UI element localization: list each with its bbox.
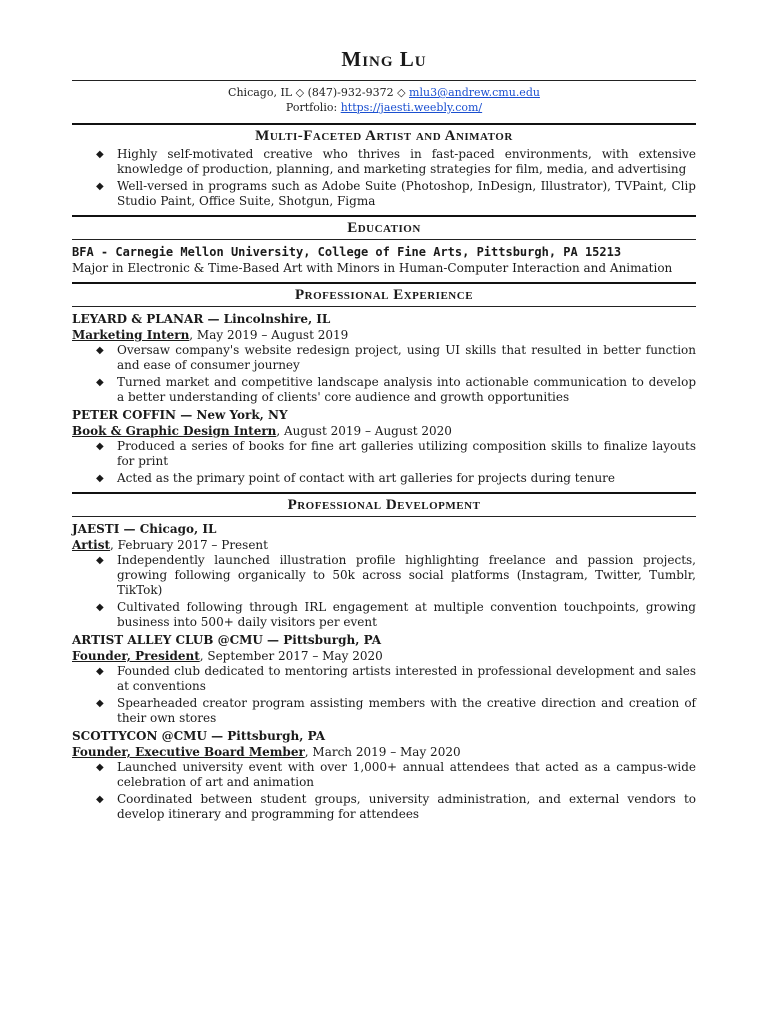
bullet-item — [72, 760, 696, 790]
development-section — [72, 492, 696, 822]
bullet-text: Coordinated between student groups, university administration, and external vendors to develop itinerary and programming for attendees — [117, 792, 696, 821]
job-bullets — [72, 439, 696, 486]
job-entry — [72, 521, 696, 630]
portfolio-line — [72, 100, 696, 115]
job-role-line — [72, 423, 696, 439]
bullet-item — [72, 553, 696, 598]
bullet-item — [72, 439, 696, 469]
job-bullets — [72, 664, 696, 726]
bullet-item — [72, 696, 696, 726]
diamond-bullet-icon: ◆ — [96, 441, 104, 452]
portfolio-label: Portfolio: — [285, 101, 338, 114]
education-title: Education — [347, 220, 421, 236]
bullet-text: Founded club dedicated to mentoring artists interested in professional development and sales at conventions — [117, 664, 696, 693]
summary-section — [72, 123, 696, 209]
bullet-item — [72, 375, 696, 405]
job-dates: , February 2017 – Present — [110, 538, 268, 552]
job-organization: ARTIST ALLEY CLUB @CMU — Pittsburgh, PA — [72, 633, 382, 647]
portfolio-link[interactable]: https://jaesti.weebly.com/ — [340, 101, 483, 114]
contact-line — [72, 85, 696, 100]
development-title: Professional Development — [287, 497, 481, 513]
summary-bullets — [72, 147, 696, 209]
job-role: Founder, President — [72, 649, 200, 663]
phone: (847)-932-9372 — [307, 86, 394, 99]
bullet-text: Produced a series of books for fine art galleries utilizing composition skills to finalize layouts for print — [117, 439, 696, 468]
diamond-bullet-icon: ◆ — [96, 149, 104, 160]
job-role-line — [72, 648, 696, 664]
summary-title: Multi-Faceted Artist and Animator — [255, 128, 513, 144]
job-bullets — [72, 343, 696, 405]
bullet-text: Highly self-motivated creative who thrives in fast-paced environments, with extensive knowledge of production, planning, and marketing strategies for film, media, and advertising — [117, 147, 696, 176]
diamond-bullet-icon: ◆ — [96, 666, 104, 677]
job-organization: PETER COFFIN — New York, NY — [72, 408, 288, 422]
diamond-bullet-icon: ◆ — [96, 181, 104, 192]
job-entry — [72, 407, 696, 486]
bullet-text: Cultivated following through IRL engagement at multiple convention touchpoints, growing business into 500+ daily visitors per event — [117, 600, 696, 629]
job-dates: , March 2019 – May 2020 — [304, 745, 461, 759]
bullet-item — [72, 471, 696, 486]
job-role: Marketing Intern — [72, 328, 190, 342]
bullet-text: Well-versed in programs such as Adobe Suite (Photoshop, InDesign, Illustrator), TVPaint, Clip Studio Paint, Office Suite, Shotgun, Figma — [117, 179, 696, 208]
email-link[interactable]: mlu3@andrew.cmu.edu — [409, 86, 540, 99]
experience-title: Professional Experience — [294, 287, 474, 303]
bullet-text: Independently launched illustration profile highlighting freelance and passion projects, growing following organically to 50k across social platforms (Instagram, Twitter, Tumblr, TikTok) — [117, 553, 696, 597]
job-entry — [72, 728, 696, 822]
job-entry — [72, 632, 696, 726]
education-section — [72, 215, 696, 276]
bullet-item — [72, 343, 696, 373]
resume-content — [72, 44, 696, 824]
job-organization: SCOTTYCON @CMU — Pittsburgh, PA — [72, 729, 326, 743]
experience-jobs — [72, 307, 696, 486]
bullet-item — [72, 179, 696, 209]
bullet-text: Launched university event with over 1,000+ annual attendees that acted as a campus-wide celebration of art and animation — [117, 760, 696, 789]
bullet-text: Spearheaded creator program assisting members with the creative direction and creation of their own stores — [117, 696, 696, 725]
job-organization: LEYARD & PLANAR — Lincolnshire, IL — [72, 312, 331, 326]
candidate-name: Ming Lu — [341, 47, 427, 71]
job-dates: , September 2017 – May 2020 — [199, 649, 383, 663]
diamond-bullet-icon: ◆ — [96, 762, 104, 773]
job-dates: , May 2019 – August 2019 — [189, 328, 349, 342]
separator-icon: ◇ — [295, 86, 305, 99]
job-role: Artist — [72, 538, 111, 552]
degree: BFA - Carnegie Mellon University, College of Fine Arts, Pittsburgh, PA 15213 — [72, 245, 622, 259]
bullet-text: Oversaw company's website redesign project, using UI skills that resulted in better function and ease of consumer journey — [117, 343, 696, 372]
job-dates: , August 2019 – August 2020 — [276, 424, 452, 438]
job-bullets — [72, 760, 696, 822]
job-role: Book & Graphic Design Intern — [72, 424, 277, 438]
bullet-item — [72, 147, 696, 177]
bullet-text: Turned market and competitive landscape analysis into actionable communication to develop a better understanding of clients' core audience and growth opportunities — [117, 375, 696, 404]
major: Major in Electronic & Time-Based Art with Minors in Human-Computer Interaction and Animation — [72, 261, 673, 275]
diamond-bullet-icon: ◆ — [96, 794, 104, 805]
diamond-bullet-icon: ◆ — [96, 555, 104, 566]
diamond-bullet-icon: ◆ — [96, 377, 104, 388]
job-entry — [72, 311, 696, 405]
bullet-item — [72, 600, 696, 630]
header-divider — [72, 80, 696, 81]
education-body — [72, 240, 696, 276]
experience-section — [72, 282, 696, 486]
diamond-bullet-icon: ◆ — [96, 345, 104, 356]
job-organization: JAESTI — Chicago, IL — [72, 522, 217, 536]
diamond-bullet-icon: ◆ — [96, 602, 104, 613]
job-role-line — [72, 327, 696, 343]
job-role: Founder, Executive Board Member — [72, 745, 305, 759]
bullet-text: Acted as the primary point of contact with art galleries for projects during tenure — [117, 471, 616, 485]
separator-icon: ◇ — [397, 86, 406, 99]
job-role-line — [72, 537, 696, 553]
diamond-bullet-icon: ◆ — [96, 473, 104, 484]
development-jobs — [72, 517, 696, 822]
location: Chicago, IL — [228, 86, 293, 99]
contact-block — [72, 85, 696, 115]
job-bullets — [72, 553, 696, 630]
job-role-line — [72, 744, 696, 760]
diamond-bullet-icon: ◆ — [96, 698, 104, 709]
bullet-item — [72, 664, 696, 694]
bullet-item — [72, 792, 696, 822]
